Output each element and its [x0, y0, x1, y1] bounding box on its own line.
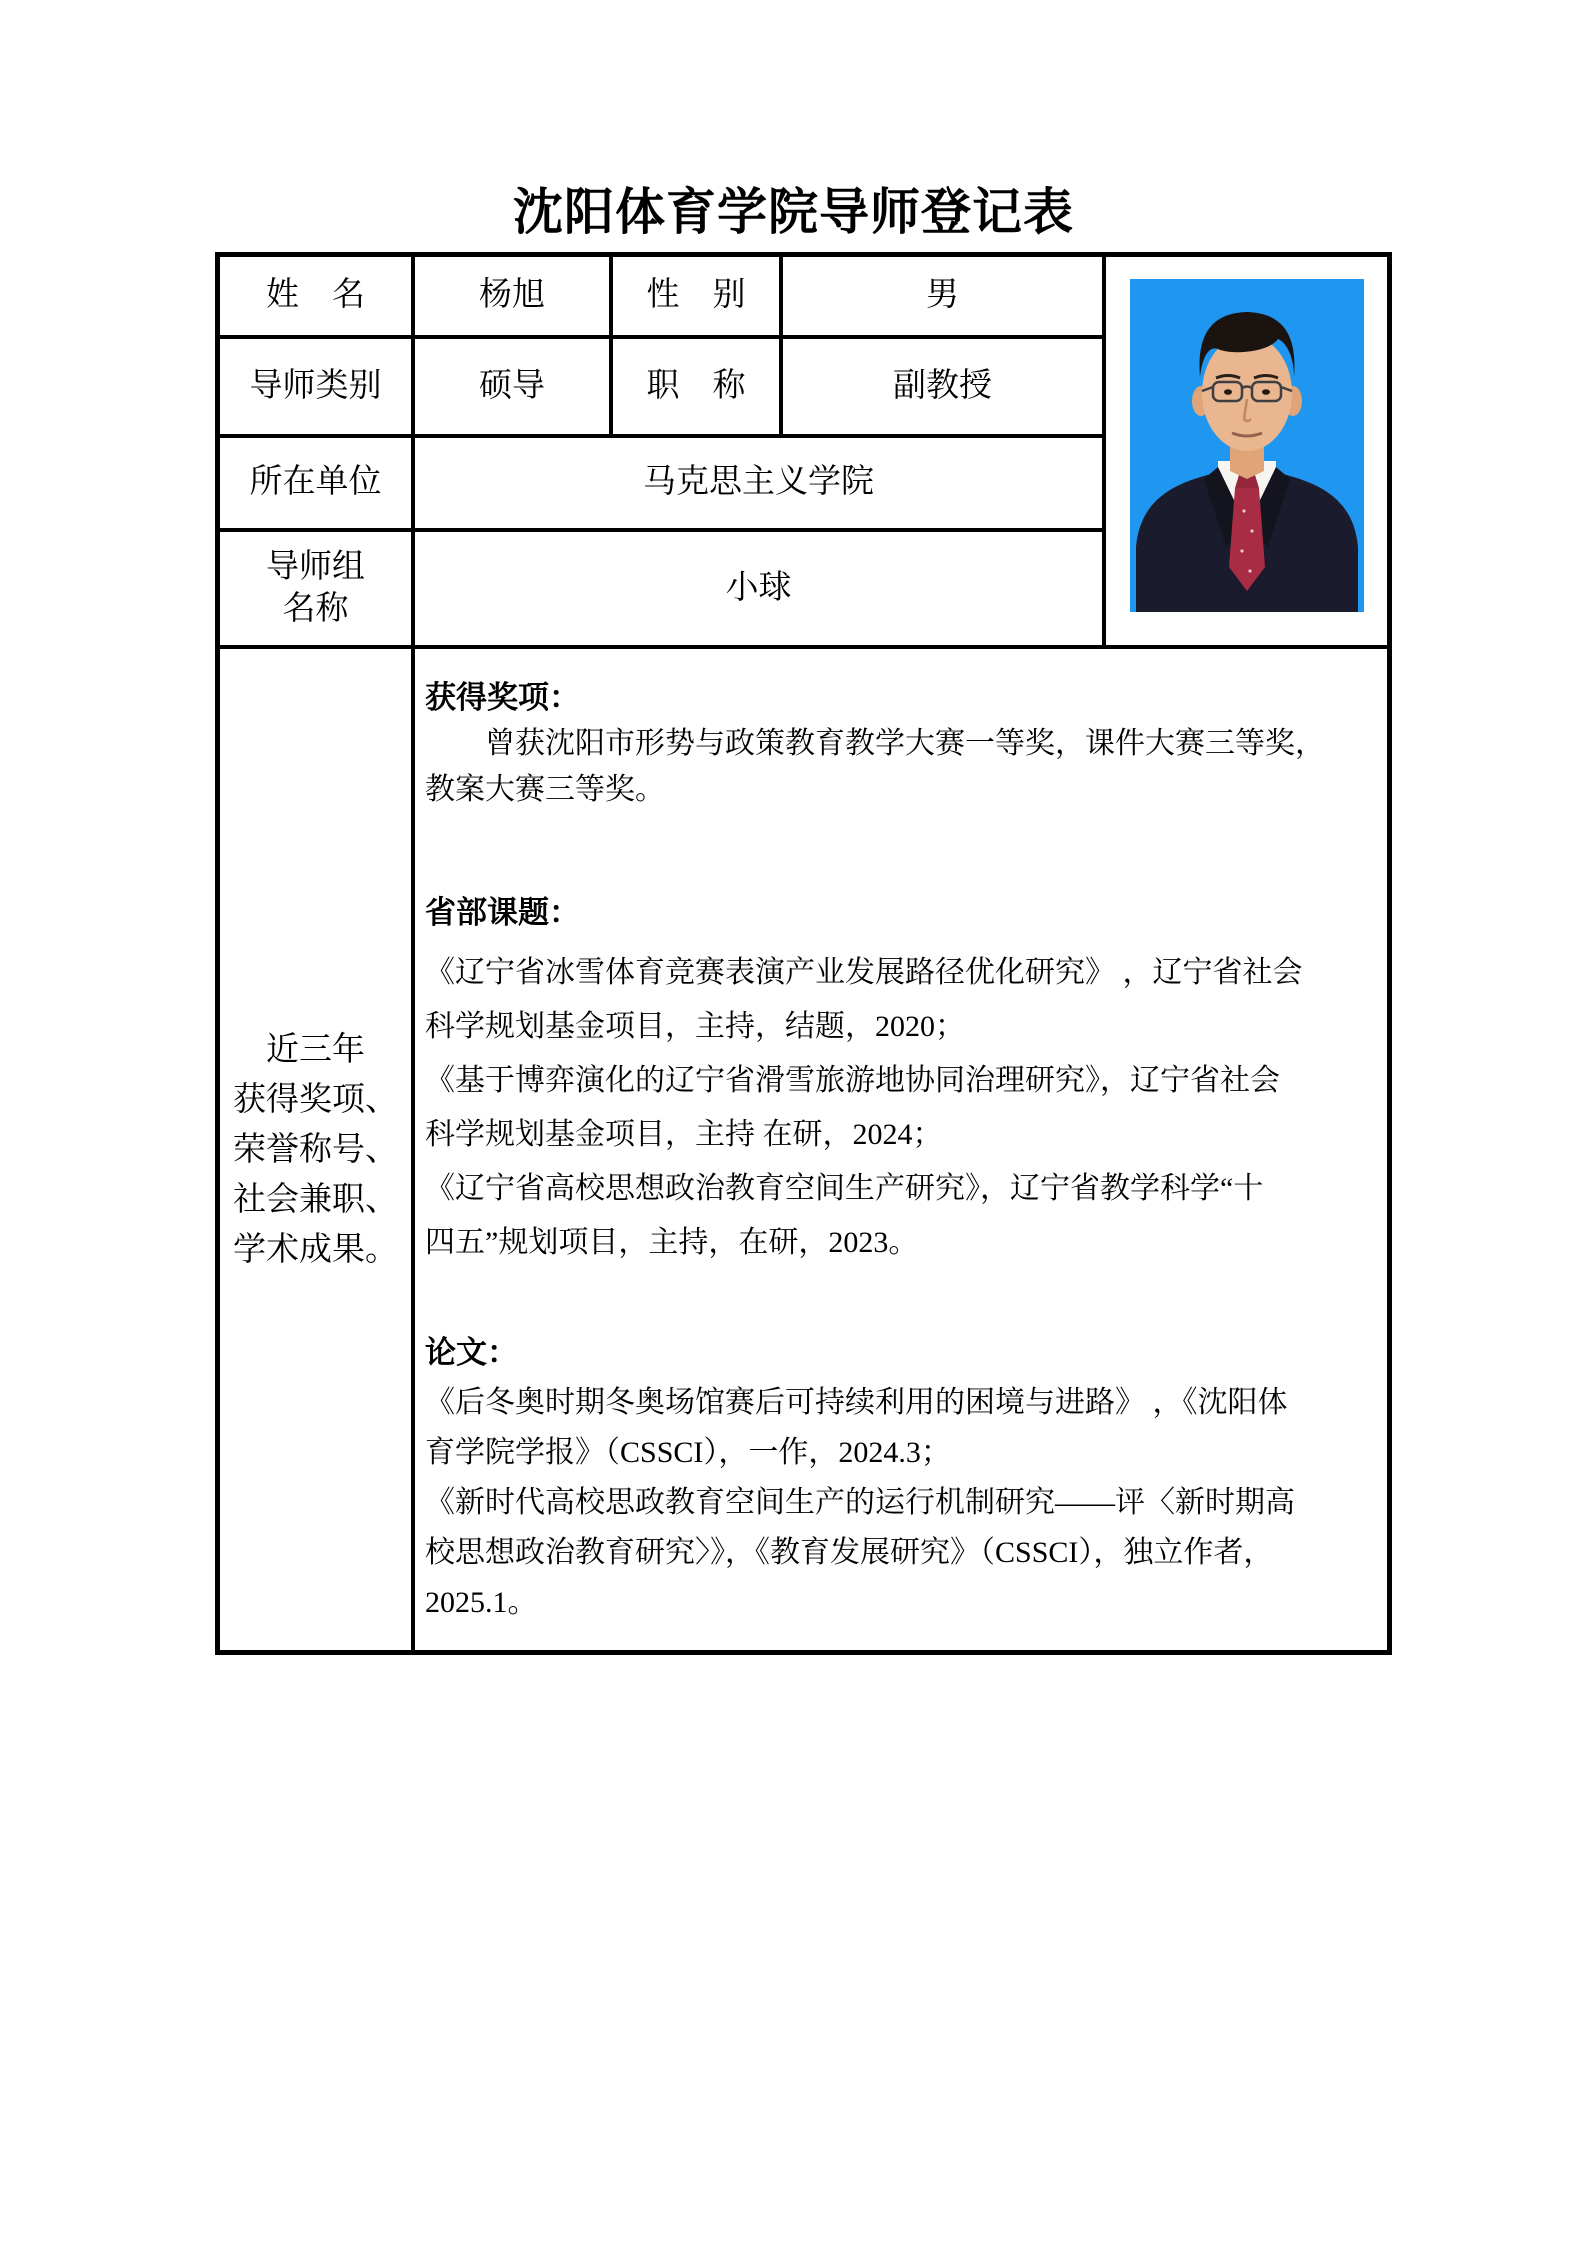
papers-line: 《后冬奥时期冬奥场馆赛后可持续利用的困境与进路》 ，《沈阳体 [425, 1386, 1288, 1419]
projects-line: 《基于博弈演化的辽宁省滑雪旅游地协同治理研究》，辽宁省社会 [425, 1064, 1280, 1097]
projects-line: 科学规划基金项目，主持 在研，2024； [425, 1118, 943, 1151]
projects-line: 四五”规划项目，主持，在研，2023。 [425, 1226, 919, 1259]
name-value-cell: 杨旭 [415, 257, 609, 335]
tie-dot [1240, 549, 1243, 552]
awards-line: 曾获沈阳市形势与政策教育教学大赛一等奖，课件大赛三等奖， [425, 727, 1325, 760]
summary-content-cell [415, 649, 1387, 1650]
summary-label-line: 荣誉称号、 [233, 1131, 398, 1168]
portrait-photo [1130, 279, 1364, 612]
projects-line: 《辽宁省冰雪体育竞赛表演产业发展路径优化研究》 ，辽宁省社会 [425, 956, 1303, 989]
papers-line: 育学院学报》（CSSCI），一作，2024.3； [425, 1436, 951, 1469]
group-label-cell [220, 532, 411, 645]
group-value-cell: 小球 [415, 532, 1102, 645]
papers-heading: 论文： [425, 1335, 518, 1370]
name-label-cell: 姓 名 [220, 257, 411, 335]
tie-dot [1242, 509, 1245, 512]
summary-label-cell [220, 649, 411, 1650]
group-label-line: 名称 [282, 590, 349, 627]
section-papers [425, 1328, 1379, 1628]
photo-eye-left [1224, 389, 1232, 395]
tie-dot [1250, 529, 1253, 532]
awards-heading: 获得奖项： [425, 680, 580, 715]
unit-value-cell: 马克思主义学院 [415, 438, 1102, 528]
papers-line: 校思想政治教育研究〉》，《教育发展研究》（CSSCI），独立作者， [425, 1536, 1274, 1569]
page-title: 沈阳体育学院导师登记表 [513, 184, 1074, 240]
projects-line: 《辽宁省高校思想政治教育空间生产研究》，辽宁省教学科学“十 [425, 1172, 1264, 1205]
gender-label-cell: 性 别 [613, 257, 779, 335]
gender-value-cell: 男 [783, 257, 1102, 335]
section-projects [425, 886, 1379, 1270]
unit-label-cell: 所在单位 [220, 438, 411, 528]
awards-line: 教案大赛三等奖。 [425, 773, 665, 806]
summary-label-line: 社会兼职、 [233, 1181, 398, 1218]
photo-cell [1106, 257, 1387, 645]
tie-dot [1248, 569, 1251, 572]
photo-eye-right [1262, 389, 1270, 395]
projects-heading: 省部课题： [425, 895, 580, 930]
summary-label-line: 获得奖项、 [233, 1081, 398, 1118]
summary-label-line: 学术成果。 [233, 1231, 398, 1268]
mentor-type-value-cell: 硕导 [415, 339, 609, 434]
section-awards [425, 675, 1379, 813]
mentor-type-label-cell: 导师类别 [220, 339, 411, 434]
rank-label-cell: 职 称 [613, 339, 779, 434]
registration-table [215, 252, 1392, 1655]
papers-line: 2025.1。 [425, 1586, 538, 1619]
papers-line: 《新时代高校思政教育空间生产的运行机制研究——评〈新时期高 [425, 1486, 1295, 1519]
photo-face [1202, 335, 1292, 451]
projects-line: 科学规划基金项目，主持，结题，2020； [425, 1010, 965, 1043]
group-label-line: 导师组 [266, 549, 365, 586]
summary-label-line: 近三年 [266, 1031, 365, 1068]
rank-value-cell: 副教授 [783, 339, 1102, 434]
